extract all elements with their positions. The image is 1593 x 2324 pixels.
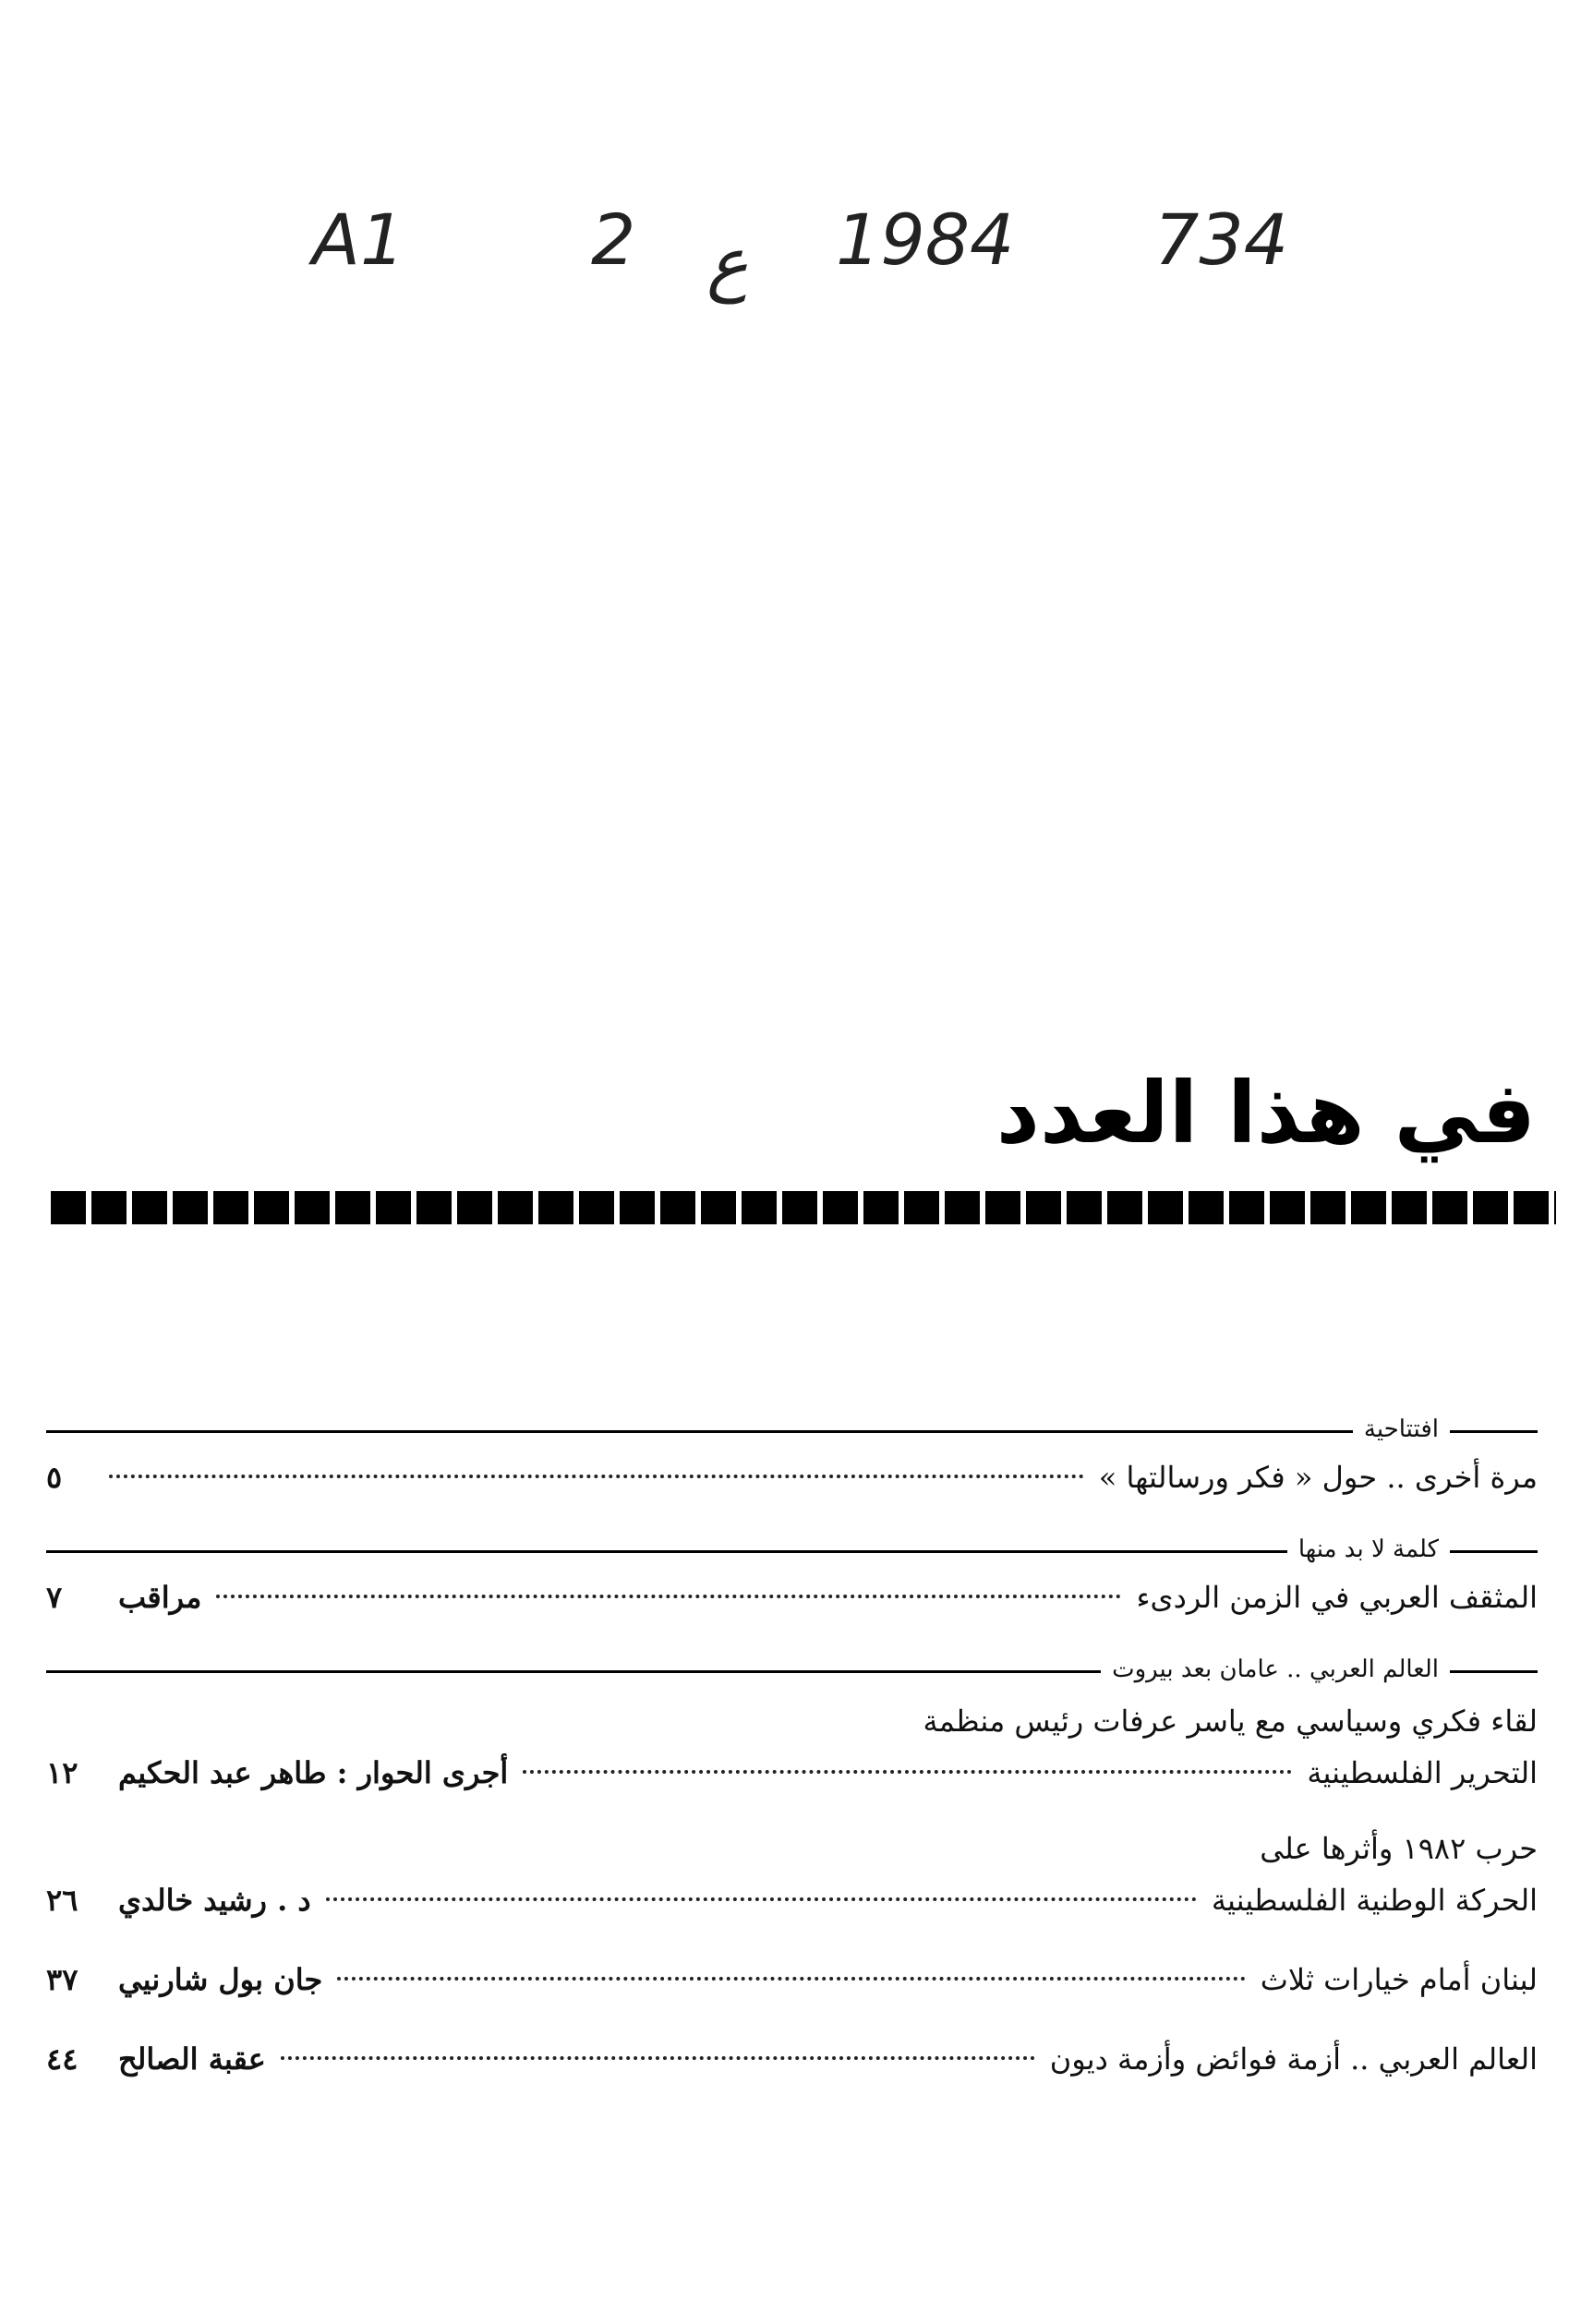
entry-page: ٧ (46, 1580, 63, 1615)
entry-title: العالم العربي .. أزمة فوائض وأزمة ديون (1049, 2041, 1538, 2077)
toc-entry (46, 1954, 1538, 2005)
dot-leader (523, 1770, 1292, 1774)
dashed-rule (51, 1191, 1556, 1224)
dot-leader (109, 1475, 1084, 1478)
entry-title-line1: لقاء فكري وسياسي مع ياسر عرفات رئيس منظمة (923, 1704, 1538, 1739)
entry-page: ٢٦ (46, 1883, 78, 1918)
entry-author: عقبة الصالح (118, 2041, 266, 2077)
entry-author: أجرى الحوار : طاهر عبد الحكيم (118, 1755, 509, 1790)
entry-author: جان بول شارنيي (118, 1962, 323, 1997)
handwritten-letter: ع (706, 222, 749, 304)
entry-author: د . رشيد خالدي (118, 1883, 311, 1918)
entry-title: مرة أخرى .. حول « فكر ورسالتها » (1098, 1460, 1538, 1495)
entry-author: مراقب (118, 1580, 202, 1615)
section-heading (46, 1533, 1538, 1566)
handwritten-year: 1984 (836, 199, 1015, 281)
section-heading (46, 1413, 1538, 1446)
toc-entry (46, 1747, 1538, 1799)
toc-entry (46, 1571, 1538, 1623)
entry-title-line1: حرب ١٩٨٢ وأثرها على (1260, 1831, 1538, 1866)
page-title: في هذا العدد (996, 1064, 1536, 1162)
handwritten-code: A1 (312, 199, 405, 281)
toc-entry (46, 2033, 1538, 2085)
dot-leader (337, 1977, 1246, 1981)
table-of-contents (46, 1413, 1538, 2085)
section-heading-label: كلمة لا بد منها (1287, 1533, 1450, 1566)
entry-title: الحركة الوطنية الفلسطينية (1211, 1883, 1538, 1918)
section-heading-label: العالم العربي .. عامان بعد بيروت (1101, 1653, 1450, 1686)
handwritten-id: 734 (1154, 199, 1289, 281)
spacer (46, 1799, 1538, 1813)
entry-page: ١٢ (46, 1755, 78, 1790)
entry-title: لبنان أمام خيارات ثلاث (1260, 1962, 1538, 1997)
section-heading (46, 1653, 1538, 1686)
entry-title: المثقف العربي في الزمن الردىء (1136, 1580, 1538, 1615)
toc-entry (46, 1451, 1538, 1503)
dot-leader (326, 1897, 1197, 1901)
toc-entry (46, 1874, 1538, 1926)
dot-leader (281, 2056, 1035, 2060)
handwritten-number: 2 (591, 199, 636, 281)
entry-page: ٣٧ (46, 1962, 78, 1997)
entry-page: ٥ (46, 1460, 63, 1495)
section-rule (46, 1430, 1538, 1433)
dot-leader (216, 1595, 1121, 1598)
entry-page: ٤٤ (46, 2041, 78, 2077)
entry-title: التحرير الفلسطينية (1307, 1755, 1538, 1790)
section-heading-label: افتتاحية (1353, 1413, 1450, 1446)
